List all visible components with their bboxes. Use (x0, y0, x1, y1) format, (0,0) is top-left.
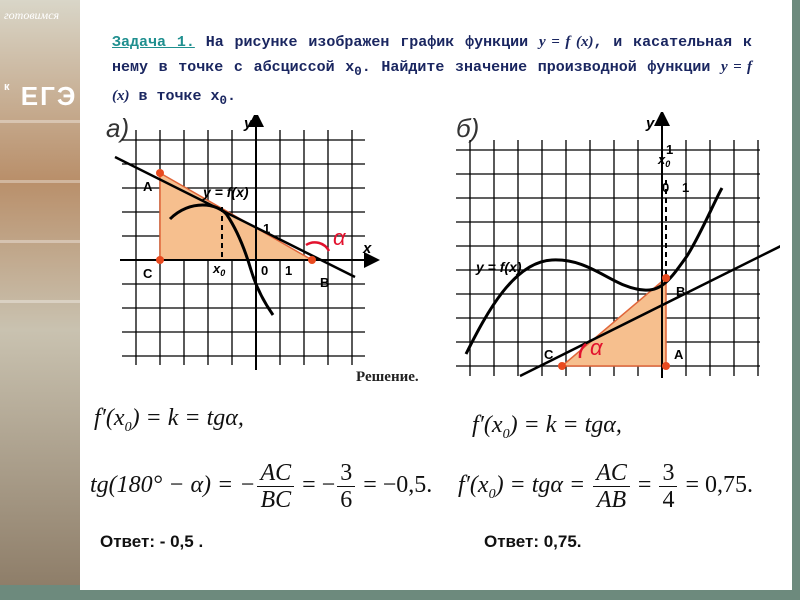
task-text-2: , и касательная к нему в точке с абсциссой x (112, 34, 752, 76)
answer-a: Ответ: - 0,5 . (100, 532, 204, 551)
x0-label-a (212, 261, 225, 278)
point-b-panel-a (308, 256, 316, 264)
answer-b: Ответ: 0,75. (484, 532, 582, 551)
point-b-panel-b (662, 274, 670, 282)
fraction-ac-bc-num: AC (257, 460, 294, 487)
curve-label-b: y = f(x) (476, 259, 522, 275)
x0-label-b-sub: 0 (665, 159, 671, 169)
tick-0-a: 0 (261, 263, 269, 278)
formula-b2 (458, 460, 753, 513)
formula-b2-eq: = (631, 472, 658, 499)
fraction-3-6 (337, 460, 355, 513)
logo-ege-text: ЕГЭ (20, 81, 78, 111)
formula-a1-lhs: f′(x (94, 405, 125, 431)
task-text-3: . Найдите значение производной функции (361, 59, 722, 76)
point-c-panel-b (558, 362, 566, 370)
point-c-label-a: C (143, 266, 153, 281)
fraction-ac-ab (593, 460, 630, 513)
point-a-label-b: A (674, 347, 684, 362)
x0-label-a-sub: 0 (220, 268, 226, 278)
fraction-ac-ab-num: AC (593, 460, 630, 487)
solution-heading: Решение. (356, 369, 419, 385)
fraction-3-4-num: 3 (659, 460, 677, 487)
task-text-4: в точке x (129, 88, 220, 105)
formula-a1 (94, 405, 244, 436)
fraction-3-4 (659, 460, 677, 513)
task-statement (112, 30, 752, 113)
x0-label-a-main: x (213, 261, 221, 276)
formula-a2-end: = −0,5. (357, 472, 433, 499)
logo-tagline: готовимся (4, 8, 60, 22)
formula-b2-end: = 0,75. (679, 472, 753, 499)
curve-label-a: y = f(x) (203, 184, 249, 200)
formula-a2-lhs: tg(180° − α) = − (90, 472, 256, 499)
angle-label-b: α (590, 335, 603, 360)
fraction-ac-ab-den: AB (596, 487, 627, 513)
tick-1y-b: 1 (666, 142, 674, 157)
formula-b2-sub: 0 (488, 486, 496, 502)
angle-arc-a (306, 242, 329, 251)
graph-panel-a (110, 115, 400, 375)
point-b-label-a: B (320, 275, 330, 290)
ege-logo (0, 8, 80, 112)
tick-0-b: 0 (662, 180, 670, 195)
task-text-5: . (227, 88, 237, 105)
tick-1y-a: 1 (263, 221, 271, 236)
formula-b2-lhs: f′(x (458, 472, 489, 499)
panel-a-label: а) (106, 113, 130, 143)
fraction-ac-bc-den: BC (260, 487, 292, 513)
angle-label-a: α (333, 225, 346, 250)
axis-y-label-a: y (244, 115, 253, 132)
formula-b1-lhs: f′(x (472, 412, 503, 438)
decorative-background (0, 0, 80, 600)
task-text-1: На рисунке изображен график функции (194, 34, 539, 51)
point-a-panel-a (156, 169, 164, 177)
formula-a2-mid: = − (296, 472, 336, 499)
point-b-label-b: B (676, 284, 686, 299)
logo-title (0, 81, 80, 112)
formula-a1-sub: 0 (124, 419, 132, 435)
task-sub-1: 0 (354, 65, 362, 79)
graph-panel-b (450, 112, 780, 380)
x0-label-b-main: x (658, 152, 666, 167)
fraction-3-6-num: 3 (337, 460, 355, 487)
fraction-3-6-den: 6 (340, 487, 353, 513)
formula-b2-mid: ) = tgα = (495, 472, 592, 499)
task-sub-2: 0 (219, 94, 228, 108)
formula-b1-sub: 0 (502, 426, 510, 442)
point-a-label-a: A (143, 179, 153, 194)
tick-1x-a: 1 (285, 263, 293, 278)
fraction-ac-bc (257, 460, 294, 513)
point-c-label-b: C (544, 347, 554, 362)
panel-b-label: б) (456, 113, 480, 143)
fraction-3-4-den: 4 (662, 487, 675, 513)
logo-k: к (4, 81, 12, 93)
slide (80, 0, 792, 590)
task-number: Задача 1. (112, 34, 195, 51)
axis-x-label-a: x (363, 240, 372, 257)
axis-y-label-b: y (646, 115, 655, 132)
task-function-2: y = f (x) (112, 59, 753, 104)
point-c-panel-a (156, 256, 164, 264)
formula-b1 (472, 412, 622, 443)
formula-a2 (90, 460, 432, 513)
formula-a1-rhs: ) = k = tgα, (131, 405, 244, 431)
task-function-1: y = f (x) (538, 34, 594, 50)
formula-b1-rhs: ) = k = tgα, (509, 412, 622, 438)
point-a-panel-b (662, 362, 670, 370)
tick-1x-b: 1 (682, 180, 690, 195)
